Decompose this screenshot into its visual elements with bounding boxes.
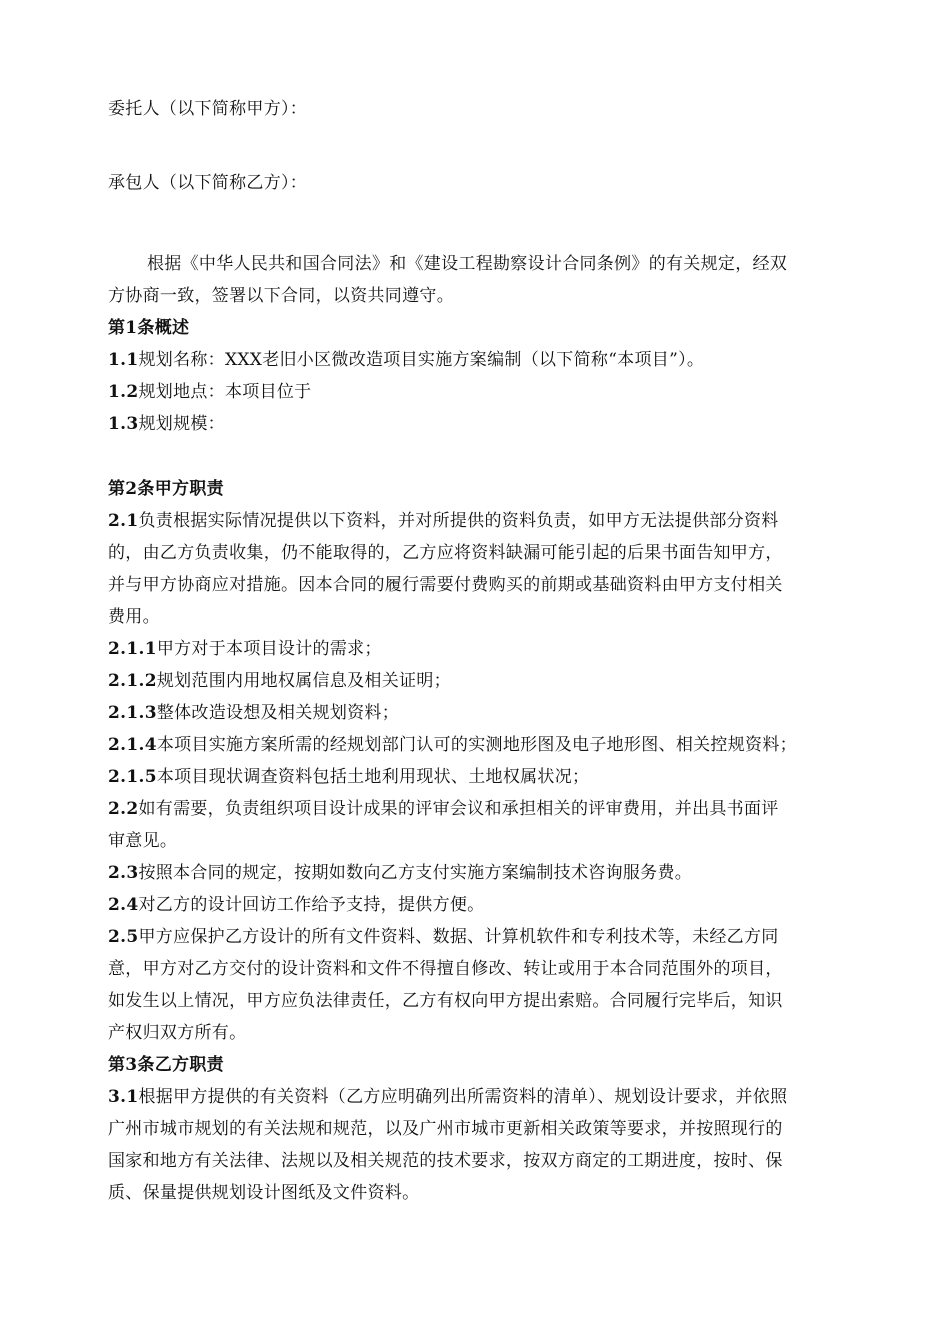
- clause-number: 2.1.5: [108, 767, 157, 787]
- intro-line-2: 方协商一致，签署以下合同，以资共同遵守。: [108, 286, 454, 306]
- clause-1-3: [108, 412, 878, 436]
- clause-2-1-4: [108, 733, 878, 757]
- clause-3-1-line-3: 国家和地方有关法律、法规以及相关规范的技术要求，按双方商定的工期进度，按时、保: [108, 1151, 783, 1171]
- clause-2-2-line-2: 审意见。: [108, 831, 178, 851]
- clause-2-5-line-4: 产权归双方所有。: [108, 1023, 247, 1043]
- clause-2-1-2: [108, 669, 878, 693]
- clause-text: 规划范围内用地权属信息及相关证明；: [156, 671, 451, 691]
- clause-2-5-line-1: [108, 925, 878, 949]
- clause-2-1-3: [108, 701, 878, 725]
- clause-number: 2.3: [108, 863, 139, 883]
- clause-text: 规划地点：本项目位于: [138, 382, 312, 402]
- clause-3-1-line-4: 质、保量提供规划设计图纸及文件资料。: [108, 1183, 420, 1203]
- clause-number: 2.1.4: [108, 735, 157, 755]
- party-b-line: 承包人（以下简称乙方）：: [108, 173, 308, 193]
- clause-text: 规划名称：XXX老旧小区微改造项目实施方案编制（以下简称“本项目”）。: [138, 350, 705, 370]
- clause-text: 甲方应保护乙方设计的所有文件资料、数据、计算机软件和专利技术等，未经乙方同: [138, 927, 779, 947]
- clause-number: 2.1: [108, 511, 139, 531]
- clause-text: 负责根据实际情况提供以下资料，并对所提供的资料负责，如甲方无法提供部分资料: [138, 511, 779, 531]
- clause-text: 本项目现状调查资料包括土地利用现状、土地权属状况；: [156, 767, 590, 787]
- clause-2-1-line-2: 的，由乙方负责收集，仍不能取得的，乙方应将资料缺漏可能引起的后果书面告知甲方，: [108, 543, 783, 563]
- clause-number: 1.3: [108, 414, 139, 434]
- party-a-line: 委托人（以下简称甲方）：: [108, 99, 308, 119]
- article-2-title: 第2条甲方职责: [108, 479, 224, 499]
- clause-2-4: [108, 893, 878, 917]
- clause-number: 1.1: [108, 350, 139, 370]
- clause-number: 2.1.2: [108, 671, 157, 691]
- clause-3-1-line-2: 广州市城市规划的有关法规和规范，以及广州市城市更新相关政策等要求，并按照现行的: [108, 1119, 783, 1139]
- clause-number: 2.4: [108, 895, 139, 915]
- clause-text: 按照本合同的规定，按期如数向乙方支付实施方案编制技术咨询服务费。: [138, 863, 693, 883]
- clause-number: 3.1: [108, 1087, 139, 1107]
- clause-number: 2.2: [108, 799, 139, 819]
- clause-2-1-1: [108, 637, 878, 661]
- clause-number: 2.1.1: [108, 639, 157, 659]
- clause-3-1-line-1: [108, 1085, 878, 1109]
- clause-text: 甲方对于本项目设计的需求；: [156, 639, 382, 659]
- clause-text: 本项目实施方案所需的经规划部门认可的实测地形图及电子地形图、相关控规资料；: [156, 735, 797, 755]
- clause-text: 规划规模：: [138, 414, 225, 434]
- clause-text: 对乙方的设计回访工作给予支持，提供方便。: [138, 895, 485, 915]
- clause-2-1-line-4: 费用。: [108, 607, 160, 627]
- clause-2-5-line-2: 意，甲方对乙方交付的设计资料和文件不得擅自修改、转让或用于本合同范围外的项目，: [108, 959, 783, 979]
- clause-number: 1.2: [108, 382, 139, 402]
- clause-text: 整体改造设想及相关规划资料；: [156, 703, 400, 723]
- clause-2-1-line-3: 并与甲方协商应对措施。因本合同的履行需要付费购买的前期或基础资料由甲方支付相关: [108, 575, 783, 595]
- clause-text: 根据甲方提供的有关资料（乙方应明确列出所需资料的清单）、规划设计要求，并依照: [138, 1087, 788, 1107]
- article-3-title: 第3条乙方职责: [108, 1055, 224, 1075]
- clause-1-2: [108, 380, 878, 404]
- clause-number: 2.5: [108, 927, 139, 947]
- clause-text: 如有需要，负责组织项目设计成果的评审会议和承担相关的评审费用，并出具书面评: [138, 799, 779, 819]
- clause-number: 2.1.3: [108, 703, 157, 723]
- clause-2-2-line-1: [108, 797, 878, 821]
- clause-2-1-line-1: [108, 509, 878, 533]
- clause-2-5-line-3: 如发生以上情况，甲方应负法律责任，乙方有权向甲方提出索赔。合同履行完毕后，知识: [108, 991, 783, 1011]
- clause-2-3: [108, 861, 878, 885]
- clause-2-1-5: [108, 765, 878, 789]
- clause-1-1: [108, 348, 878, 372]
- intro-line-1: 根据《中华人民共和国合同法》和《建设工程勘察设计合同条例》的有关规定，经双: [147, 254, 788, 274]
- article-1-title: 第1条概述: [108, 318, 190, 338]
